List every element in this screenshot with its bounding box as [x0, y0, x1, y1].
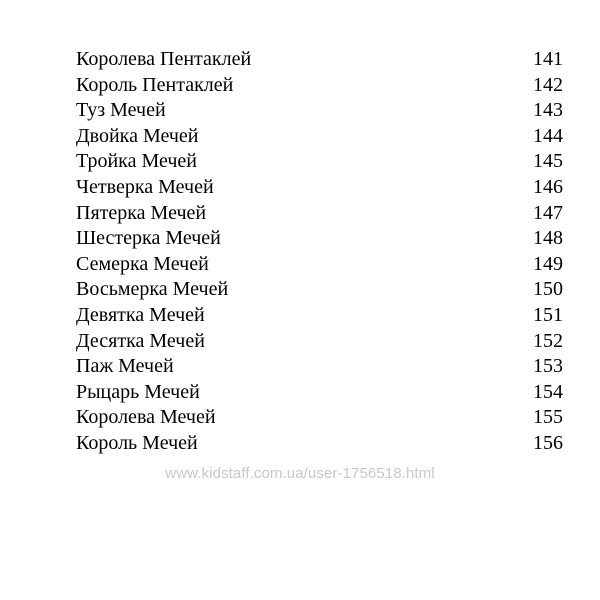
table-of-contents: [76, 47, 563, 457]
toc-entry-title: Четверка Мечей: [76, 175, 214, 198]
toc-entry-title: Паж Мечей: [76, 355, 174, 378]
toc-entry: [76, 124, 563, 150]
toc-entry-page: 144: [533, 124, 563, 147]
toc-entry: [76, 354, 563, 380]
toc-entry: [76, 175, 563, 201]
toc-entry: [76, 380, 563, 406]
toc-entry: [76, 252, 563, 278]
toc-entry-page: 155: [533, 406, 563, 429]
toc-entry-page: 148: [533, 227, 563, 250]
toc-entry-title: Король Мечей: [76, 431, 198, 454]
toc-entry-page: 156: [533, 431, 563, 454]
toc-entry-page: 147: [533, 201, 563, 224]
toc-entry-page: 149: [533, 252, 563, 275]
toc-entry: [76, 201, 563, 227]
toc-entry: [76, 226, 563, 252]
toc-entry-title: Туз Мечей: [76, 99, 166, 122]
toc-entry: [76, 73, 563, 99]
toc-entry-page: 146: [533, 175, 563, 198]
toc-entry-title: Шестерка Мечей: [76, 227, 221, 250]
toc-entry: [76, 277, 563, 303]
toc-entry-title: Тройка Мечей: [76, 150, 197, 173]
toc-entry-title: Двойка Мечей: [76, 124, 199, 147]
toc-entry-title: Королева Пентаклей: [76, 48, 252, 70]
toc-entry-title: Пятерка Мечей: [76, 201, 207, 224]
toc-entry-title: Рыцарь Мечей: [76, 380, 200, 403]
toc-entry: [76, 329, 563, 355]
toc-entry-title: Восьмерка Мечей: [76, 278, 229, 301]
watermark-text: www.kidstaff.com.ua/user-1756518.html: [165, 465, 435, 482]
toc-entry-page: 154: [533, 380, 563, 403]
toc-entry-page: 153: [533, 355, 563, 378]
toc-entry-page: 151: [533, 303, 563, 326]
toc-entry-page: 152: [533, 329, 563, 352]
toc-entry: [76, 149, 563, 175]
toc-entry: [76, 431, 563, 457]
toc-entry: [76, 405, 563, 431]
toc-entry-page: 150: [533, 278, 563, 301]
toc-entry-title: Король Пентаклей: [76, 73, 234, 96]
toc-entry: [76, 303, 563, 329]
toc-entry: [76, 98, 563, 124]
toc-entry-page: 142: [533, 73, 563, 96]
toc-entry-title: Семерка Мечей: [76, 252, 209, 275]
toc-entry-page: 145: [533, 150, 563, 173]
toc-entry-title: Десятка Мечей: [76, 329, 205, 352]
toc-entry: [76, 47, 563, 73]
toc-entry-page: 141: [533, 48, 563, 70]
toc-entry-title: Девятка Мечей: [76, 303, 205, 326]
toc-entry-page: 143: [533, 99, 563, 122]
toc-entry-title: Королева Мечей: [76, 406, 216, 429]
